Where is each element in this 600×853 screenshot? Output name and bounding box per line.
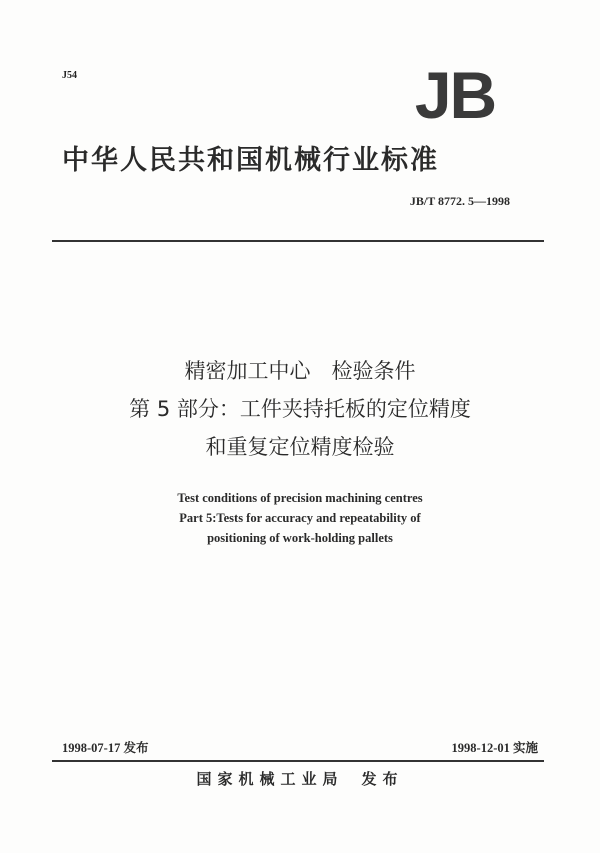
- standard-number: JB/T 8772. 5—1998: [409, 194, 510, 208]
- english-title-line-3: positioning of work-holding pallets: [207, 531, 393, 545]
- top-divider: [52, 240, 544, 242]
- issuing-authority: [0, 768, 600, 789]
- issuer-action: 发布: [361, 770, 404, 788]
- issue-date: 1998-07-17 发布: [62, 741, 149, 755]
- implementation-date: 1998-12-01 实施: [451, 741, 538, 755]
- standard-type-title: 中华人民共和国机械行业标准: [62, 145, 439, 176]
- jb-logo-icon: [395, 62, 515, 124]
- chinese-title-line-2: 第 5 部分：工件夹持托板的定位精度: [129, 397, 471, 421]
- jb-logo: [395, 62, 515, 124]
- ics-code: J54: [62, 70, 77, 81]
- chinese-title-line-1: 精密加工中心 检验条件: [184, 359, 416, 383]
- english-title-line-2: Part 5:Tests for accuracy and repeatability of: [179, 511, 421, 525]
- bottom-divider: [52, 760, 544, 762]
- english-title: [0, 488, 600, 548]
- chinese-title-line-3: 和重复定位精度检验: [205, 435, 395, 459]
- svg-text:JB: JB: [414, 62, 496, 124]
- english-title-line-1: Test conditions of precision machining centres: [177, 491, 423, 505]
- chinese-title: [0, 352, 600, 466]
- issuer-name: 国家机械工业局: [196, 770, 344, 788]
